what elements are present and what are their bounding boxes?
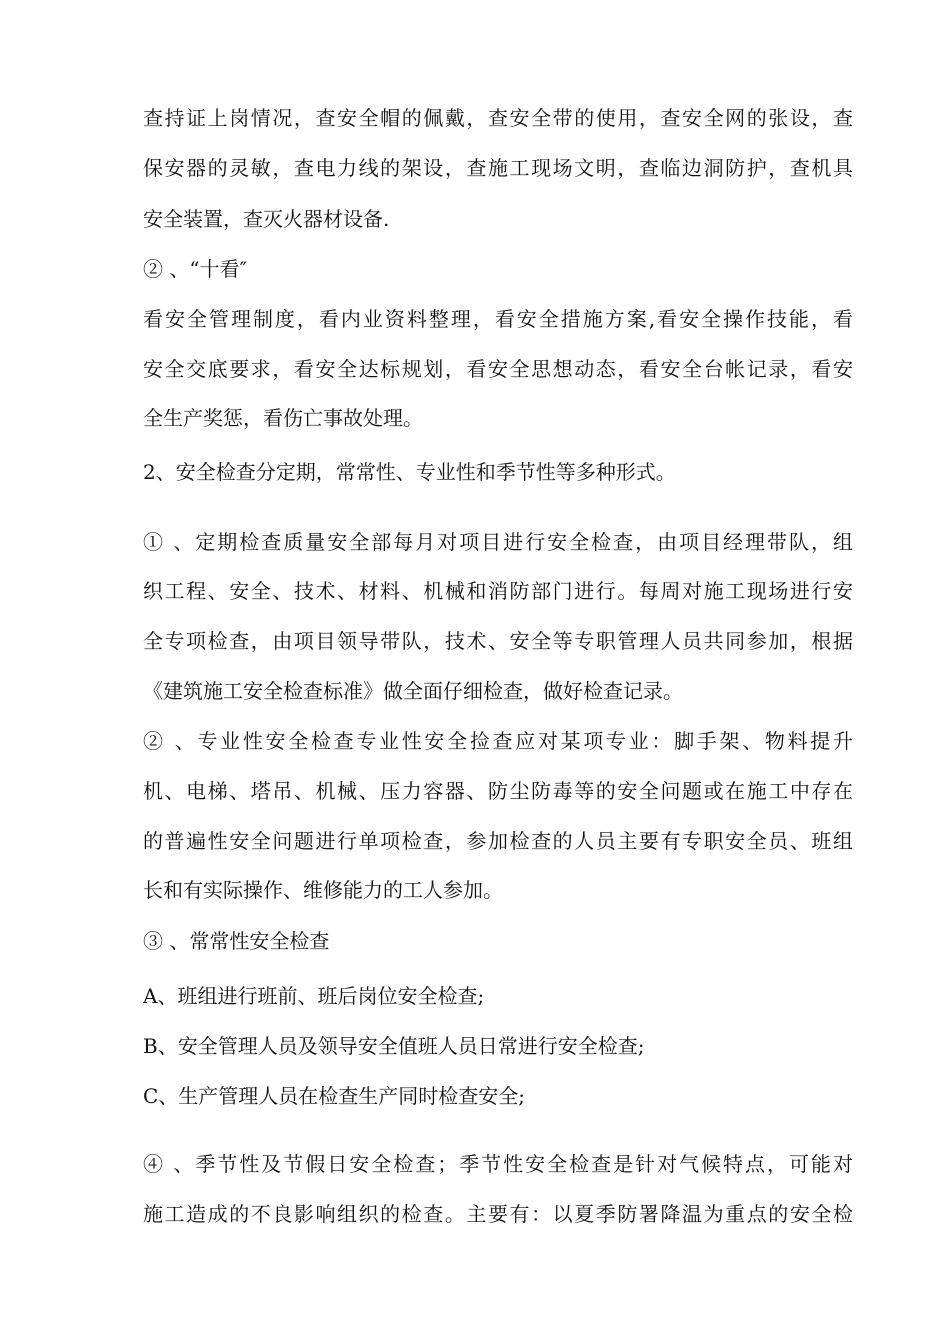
text-line: 施工造成的不良影响组织的检查。主要有：以夏季防署降温为重点的安全检 xyxy=(143,1202,853,1226)
list-item: C、生产管理人员在检查生产同时检查安全; xyxy=(143,1084,526,1108)
text-line: ④ 、季节性及节假日安全检查；季节性安全检查是针对气候特点，可能对 xyxy=(143,1152,853,1176)
section-heading: ③ 、常常性安全检查 xyxy=(143,929,330,953)
section-heading: ② 、“十看″ xyxy=(143,257,248,281)
text-line: 保安器的灵敏，查电力线的架设，查施工现场文明，查临边洞防护，查机具 xyxy=(143,156,853,180)
text-line: 安全装置，查灭火器材设备. xyxy=(143,207,390,231)
text-line: 看安全管理制度，看内业资料整理，看安全措施方案,看安全操作技能，看 xyxy=(143,307,853,331)
text-line: 安全交底要求，看安全达标规划，看安全思想动态，看安全台帐记录，看安 xyxy=(143,357,853,381)
text-line: ① 、定期检查质量安全部每月对项目进行安全检查，由项目经理带队，组 xyxy=(143,530,853,554)
text-line: 织工程、安全、技术、材料、机械和消防部门进行。每周对施工现场进行安 xyxy=(143,579,853,603)
text-line: 机、电梯、塔吊、机械、压力容器、防尘防毒等的安全问题或在施工中存在 xyxy=(143,779,853,803)
text-line: 长和有实际操作、维修能力的工人参加。 xyxy=(143,878,503,902)
section-heading: 2、安全检查分定期，常常性、专业性和季节性等多种形式。 xyxy=(143,460,676,484)
text-line: ② 、专业性安全检查专业性安全捡查应对某项专业：脚手架、物料提升 xyxy=(143,729,853,753)
text-line: 全专项检查，由项目领导带队，技术、安全等专职管理人员共同参加，根据 xyxy=(143,629,853,653)
text-line: 的普遍性安全问题进行单项检查，参加检查的人员主要有专职安全员、班组 xyxy=(143,829,853,853)
list-item: A、班组进行班前、班后岗位安全检查; xyxy=(143,984,485,1008)
text-line: 《建筑施工安全检查标准》做全面仔细检查，做好检查记录。 xyxy=(143,679,683,703)
text-line: 查持证上岗情况，查安全帽的佩戴，查安全带的使用，查安全网的张设，查 xyxy=(143,106,853,130)
text-line: 全生产奖惩，看伤亡事故处理。 xyxy=(143,406,423,430)
list-item: B、安全管理人员及领导安全值班人员日常进行安全检查; xyxy=(143,1034,645,1058)
